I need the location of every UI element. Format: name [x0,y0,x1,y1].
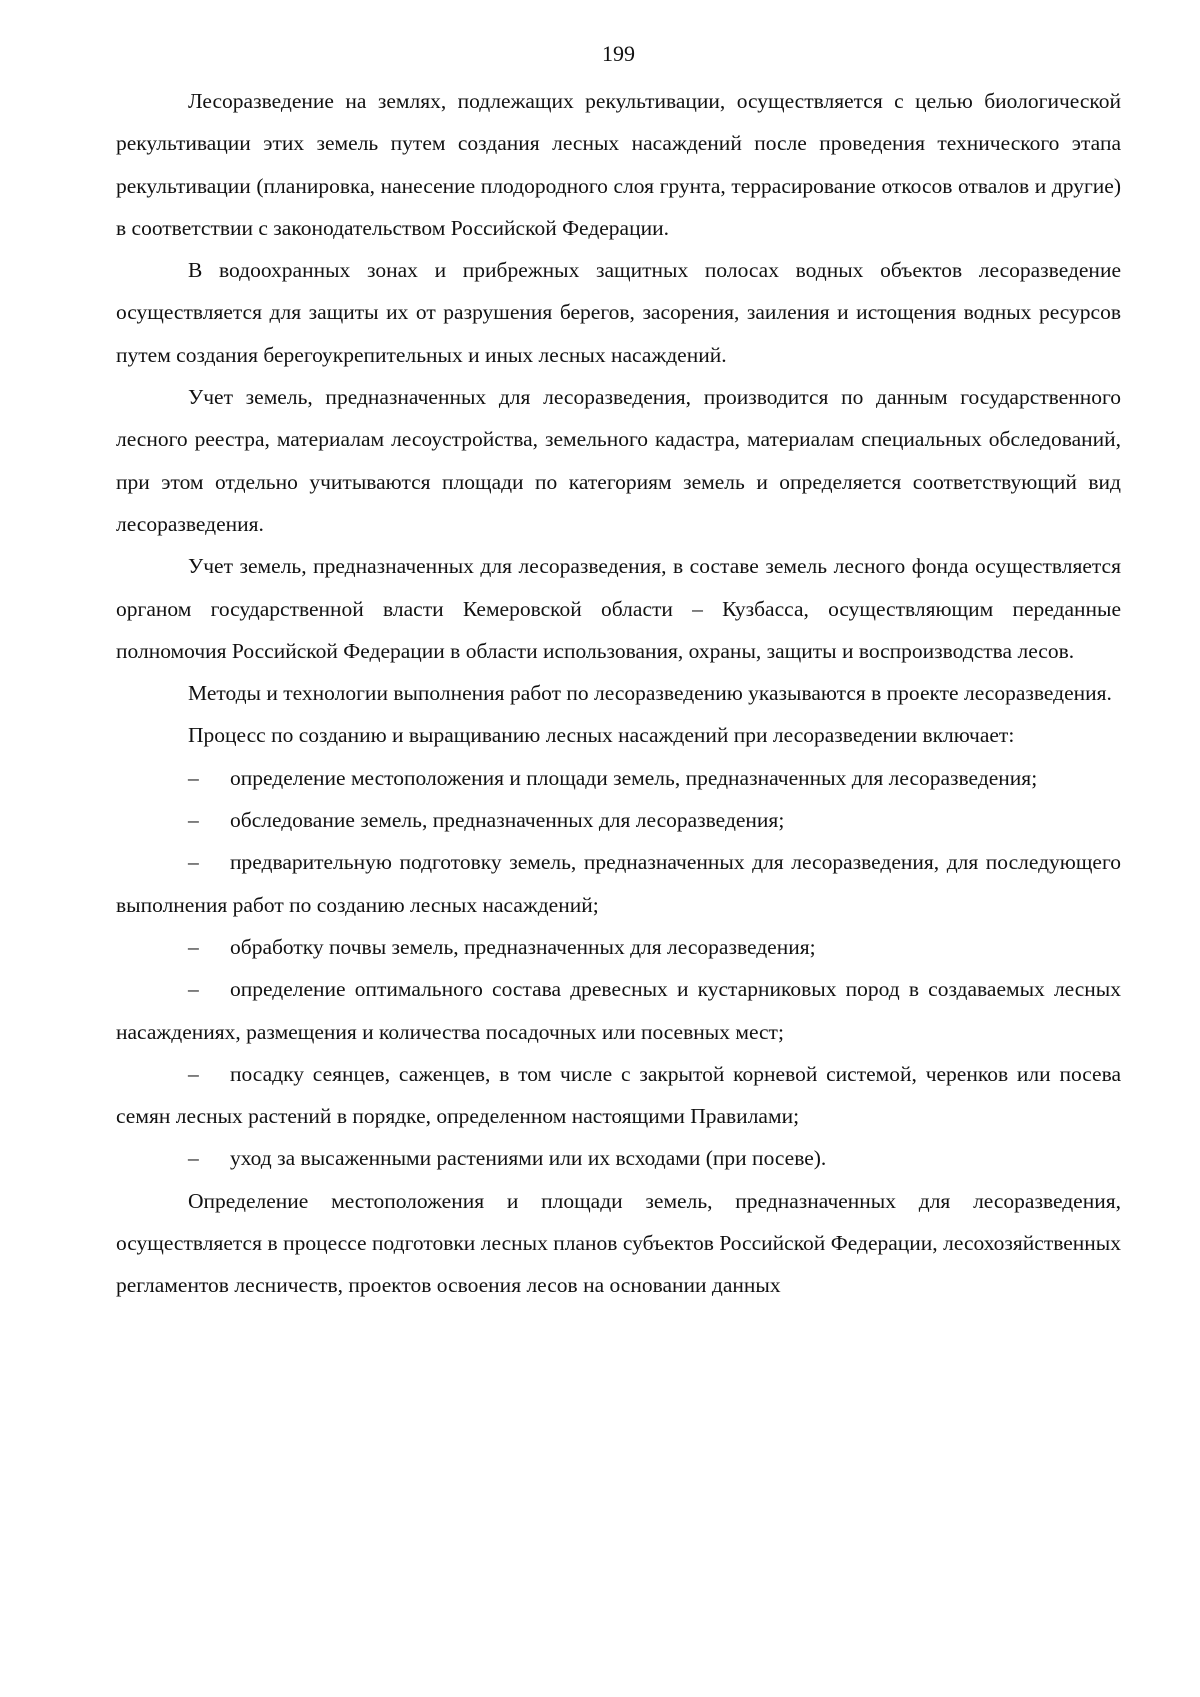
paragraph-methods: Методы и технологии выполнения работ по лесоразведению указываются в проекте лесоразведения. [188,681,1112,706]
list-item-text: уход за высаженными растениями или их всходами (при посеве). [230,1146,827,1171]
list-dash: – [188,934,199,959]
list-dash: – [188,850,199,875]
list-item-text: определение оптимального состава древесных и кустарниковых пород в создаваемых лесных насаждениях, размещения и количества посадочных или посевных мест; [116,977,1121,1044]
paragraph-water-protection: В водоохранных зонах и прибрежных защитных полосах водных объектов лесоразведение осуществляется для защиты их от разрушения берегов, засорения, заиления и истощения водных ресурсов путем создания берегоукрепительных и иных лесных насаждений. [116,258,1121,367]
page-number: 199 [602,41,635,66]
list-item-text: посадку сеянцев, саженцев, в том числе с закрытой корневой системой, черенков или посева семян лесных растений в порядке, определенном настоящими Правилами; [116,1061,1121,1129]
list-item-text: предварительную подготовку земель, предназначенных для лесоразведения, для последующего выполнения работ по созданию лесных насаждений; [116,850,1121,917]
list-item-text: обследование земель, предназначенных для лесоразведения; [230,808,785,833]
list-dash: – [188,1146,199,1171]
list-item [116,926,1121,968]
list-item [116,1053,1121,1138]
document-body [116,80,1121,1307]
document-page [116,38,1121,1307]
list-dash: – [188,1061,199,1086]
list-item-text: обработку почвы земель, предназначенных для лесоразведения; [230,934,816,959]
paragraph-process-intro: Процесс по созданию и выращиванию лесных насаждений при лесоразведении включает: [188,723,1015,748]
list-dash: – [188,765,199,790]
paragraph-forest-fund-accounting: Учет земель, предназначенных для лесоразведения, в составе земель лесного фонда осуществляется органом государственной власти Кемеровской области – Кузбасса, осуществляющим переданные полномочия Российской Федерации в области использования, охраны, защиты и воспроизводства лесов. [116,554,1121,663]
list-dash: – [188,808,199,833]
list-item [116,968,1121,1053]
list-item-text: определение местоположения и площади земель, предназначенных для лесоразведения; [230,765,1038,790]
list-item [116,1137,1121,1179]
paragraph-recultivation: Лесоразведение на землях, подлежащих рекультивации, осуществляется с целью биологической рекультивации этих земель путем создания лесных насаждений после проведения технического этапа рекультивации (планировка, нанесение плодородного слоя грунта, террасирование откосов отвалов и другие) в соответствии с законодательством Российской Федерации. [116,89,1121,240]
paragraph-land-accounting: Учет земель, предназначенных для лесоразведения, производится по данным государственного лесного реестра, материалам лесоустройства, земельного кадастра, материалам специальных обследований, при этом отдельно учитываются площади по категориям земель и определяется соответствующий вид лесоразведения. [116,385,1121,536]
list-item [116,799,1121,841]
list-item [116,841,1121,926]
paragraph-location-determination: Определение местоположения и площади земель, предназначенных для лесоразведения, осуществляется в процессе подготовки лесных планов субъектов Российской Федерации, лесохозяйственных регламентов лесничеств, проектов освоения лесов на основании данных [116,1188,1121,1298]
list-dash: – [188,977,199,1002]
list-item [116,757,1121,799]
